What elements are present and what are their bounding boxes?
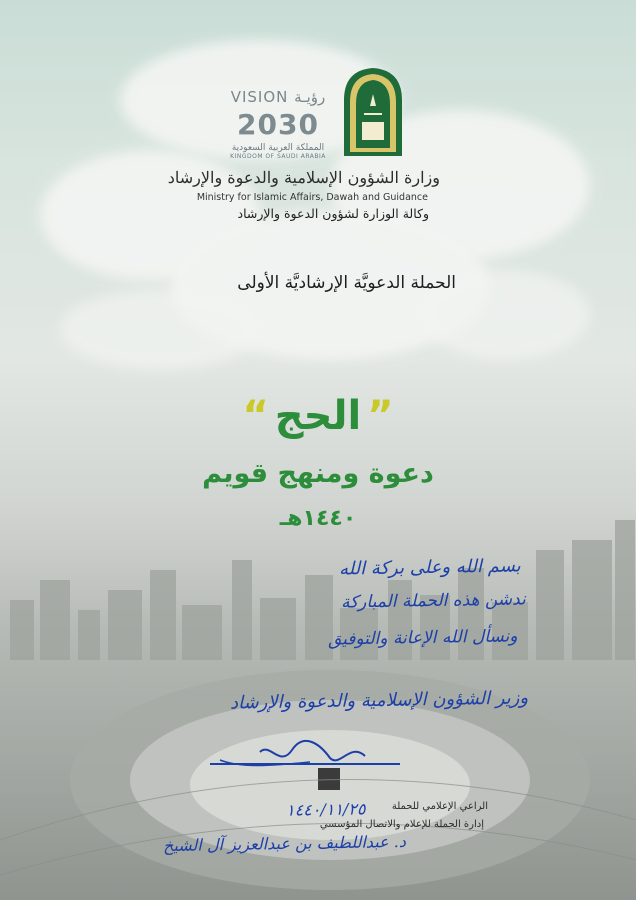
- vision-2030-logo: [218, 88, 338, 160]
- main-title: [0, 393, 636, 439]
- title-text: الحج: [274, 393, 362, 439]
- signature-icon: [200, 738, 410, 800]
- handwritten-name: د. عبداللطيف بن عبدالعزيز آل الشيخ: [162, 831, 407, 856]
- campaign-heading: الحملة الدعويَّة الإرشاديَّة الأولى: [237, 273, 456, 293]
- handwritten-date: ١٤٤٠/١١/٢٥: [286, 799, 367, 820]
- quote-open: ”: [367, 393, 394, 439]
- handwritten-line: وزير الشؤون الإسلامية والدعوة والإرشاد: [229, 687, 529, 714]
- quote-close: “: [242, 393, 269, 439]
- vision-country-ar: المملكة العربية السعودية: [231, 143, 325, 153]
- ministry-agency: وكالة الوزارة لشؤون الدعوة والإرشاد: [237, 206, 429, 221]
- subtitle: دعوة ومنهج قويم: [202, 458, 434, 489]
- handwritten-line: بسم الله وعلى بركة الله: [339, 555, 522, 580]
- hijri-year: ١٤٤٠هـ: [279, 506, 357, 531]
- media-sponsor-label: الراعي الإعلامي للحملة: [391, 801, 488, 812]
- handwritten-line: ندشن هذه الحملة المباركة: [341, 589, 527, 613]
- handwritten-line: ونسأل الله الإعانة والتوفيق: [328, 626, 519, 650]
- ministry-name-english: Ministry for Islamic Affairs, Dawah and Guidance: [196, 192, 428, 203]
- vision-country-en: KINGDOM OF SAUDI ARABIA: [230, 153, 326, 160]
- ministry-name-arabic: وزارة الشؤون الإسلامية والدعوة والإرشاد: [167, 168, 440, 187]
- cloud: [60, 290, 260, 370]
- media-department-label: إدارة الحملة للإعلام والاتصال المؤسسي: [319, 819, 484, 830]
- ministry-emblem-icon: [340, 66, 406, 158]
- vision-label: VISION رؤيـة: [230, 88, 326, 106]
- vision-year: 2030: [237, 108, 319, 141]
